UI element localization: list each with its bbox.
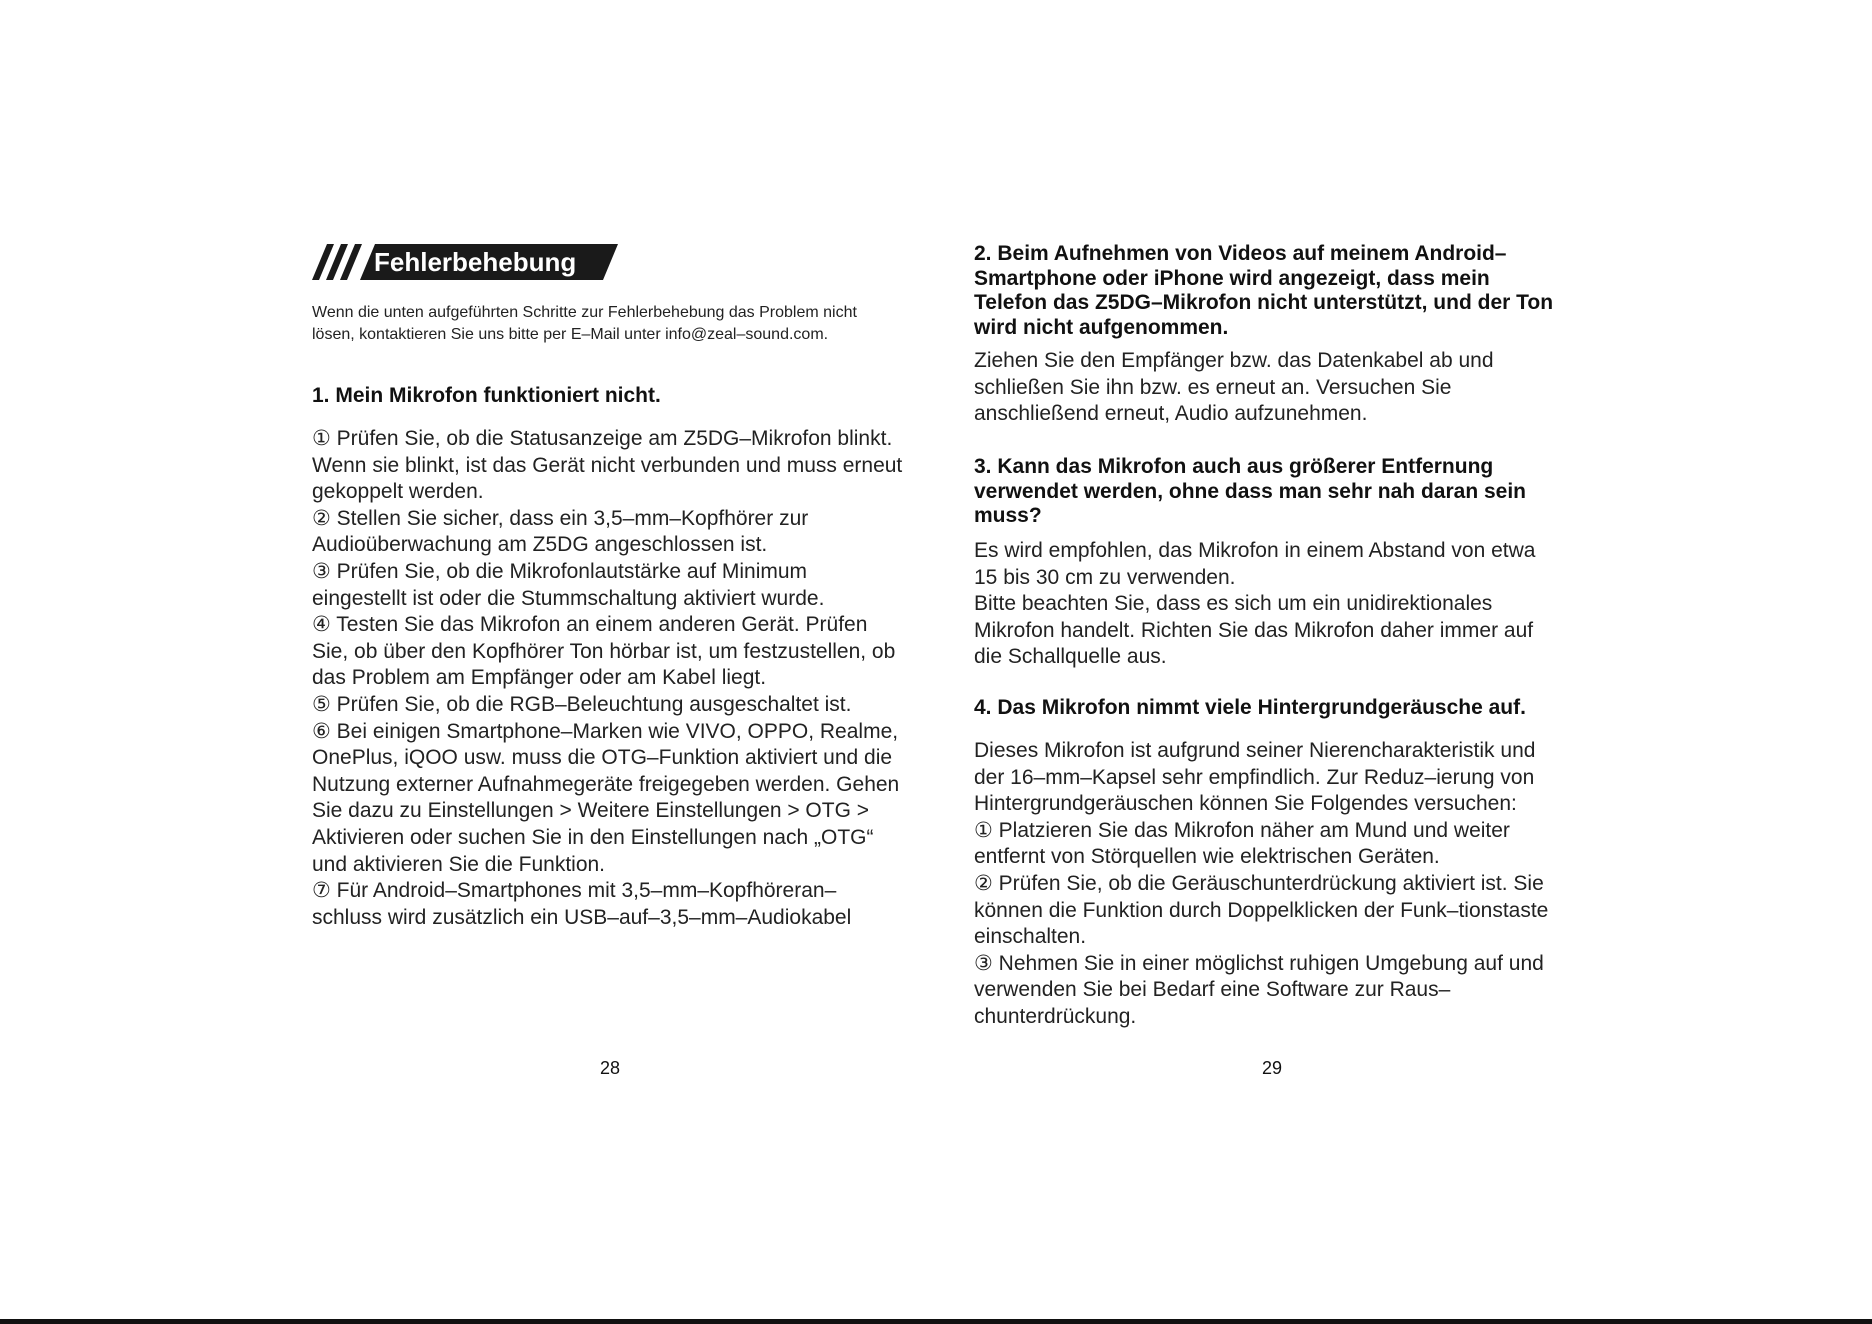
banner-title: Fehlerbehebung	[374, 247, 577, 277]
page-number-left: 28	[599, 1058, 621, 1078]
intro-text: Wenn die unten aufgeführten Schritte zur Fehlerbehebung das Problem nicht lösen, kontaktieren Sie uns bitte per E–Mail unter info@zeal–sound.com.	[312, 304, 857, 343]
step-6: ⑥ Bei einigen Smartphone–Marken wie VIVO, OPPO, Realme, OnePlus, iQOO usw. muss die OTG–Funktion aktiviert und die Nutzung externer Aufnahmegeräte freigegeben werden. Gehen Sie dazu zu Einstellungen > Weitere Einstellungen > OTG > Aktivieren oder suchen Sie in den Einstellungen nach „OTG“ und aktivieren Sie die Funktion.	[312, 719, 900, 876]
step-5: ⑤ Prüfen Sie, ob die RGB–Beleuchtung ausgeschaltet ist.	[312, 692, 852, 716]
section-2-body: Ziehen Sie den Empfänger bzw. das Datenkabel ab und schließen Sie ihn bzw. es erneut an. Versuchen Sie anschließend erneut, Audio aufzunehmen.	[974, 349, 1494, 426]
tip-3: ③ Nehmen Sie in einer möglichst ruhigen Umgebung auf und verwenden Sie bei Bedarf eine Software zur Raus–chunterdrückung.	[974, 951, 1544, 1028]
section-2-title: 2. Beim Aufnehmen von Videos auf meinem Android–Smartphone oder iPhone wird angezeigt, dass mein Telefon das Z5DG–Mikrofon nicht unterstützt, und der Ton wird nicht aufgenommen.	[974, 242, 1554, 339]
step-4: ④ Testen Sie das Mikrofon an einem anderen Gerät. Prüfen Sie, ob über den Kopfhörer Ton hörbar ist, um festzustellen, ob das Problem am Empfänger oder am Kabel liegt.	[312, 613, 896, 690]
section-1-steps	[312, 426, 904, 931]
section-4-title: 4. Das Mikrofon nimmt viele Hintergrundgeräusche auf.	[974, 696, 1526, 719]
section-4-body: Dieses Mikrofon ist aufgrund seiner Nierencharakteristik und der 16–mm–Kapsel sehr empfindlich. Zur Reduz–ierung von Hintergrundgeräuschen können Sie Folgendes versuchen: ① Platzieren Sie das Mikrofon näher am Mund und weiter entfernt von Störquellen wie elektrischen Geräten. ② Prüfen Sie, ob die Geräuschunterdrückung aktiviert ist. Sie können die Funktion durch Doppelklicken der Funk–tionstaste einschalten. ③ Nehmen Sie in einer möglichst ruhigen Umgebung auf und verwenden Sie bei Bedarf eine Software zur Raus–chunterdrückung.	[974, 738, 1566, 1031]
page-number-right: 29	[1261, 1058, 1283, 1078]
left-page	[312, 0, 903, 1290]
section-banner	[312, 244, 622, 280]
section-1-title: 1. Mein Mikrofon funktioniert nicht.	[312, 384, 661, 407]
step-1: ① Prüfen Sie, ob die Statusanzeige am Z5DG–Mikrofon blinkt. Wenn sie blinkt, ist das Gerät nicht verbunden und muss erneut gekoppelt werden.	[312, 427, 903, 504]
step-7: ⑦ Für Android–Smartphones mit 3,5–mm–Kopfhöreran–schluss wird zusätzlich ein USB–auf–3,5–mm–Audiokabel	[312, 879, 852, 929]
section-3-body: Es wird empfohlen, das Mikrofon in einem Abstand von etwa 15 bis 30 cm zu verwenden. Bitte beachten Sie, dass es sich um ein unidirektionales Mikrofon handelt. Richten Sie das Mikrofon daher immer auf die Schallquelle aus.	[974, 539, 1536, 669]
step-3: ③ Prüfen Sie, ob die Mikrofonlautstärke auf Minimum eingestellt ist oder die Stummschaltung aktiviert wurde.	[312, 559, 825, 610]
tip-2: ② Prüfen Sie, ob die Geräuschunterdrückung aktiviert ist. Sie können die Funktion durch Doppelklicken der Funk–tionstaste einschalten.	[974, 871, 1549, 949]
section-3-title: 3. Kann das Mikrofon auch aus größerer Entfernung verwendet werden, ohne dass man sehr nah daran sein muss?	[974, 455, 1527, 527]
step-2: ② Stellen Sie sicher, dass ein 3,5–mm–Kopfhörer zur Audioüberwachung am Z5DG angeschlossen ist.	[312, 506, 809, 557]
right-page	[974, 0, 1564, 1290]
tip-1: ① Platzieren Sie das Mikrofon näher am Mund und weiter entfernt von Störquellen wie elektrischen Geräten.	[974, 818, 1510, 869]
bottom-border	[0, 1319, 1872, 1324]
